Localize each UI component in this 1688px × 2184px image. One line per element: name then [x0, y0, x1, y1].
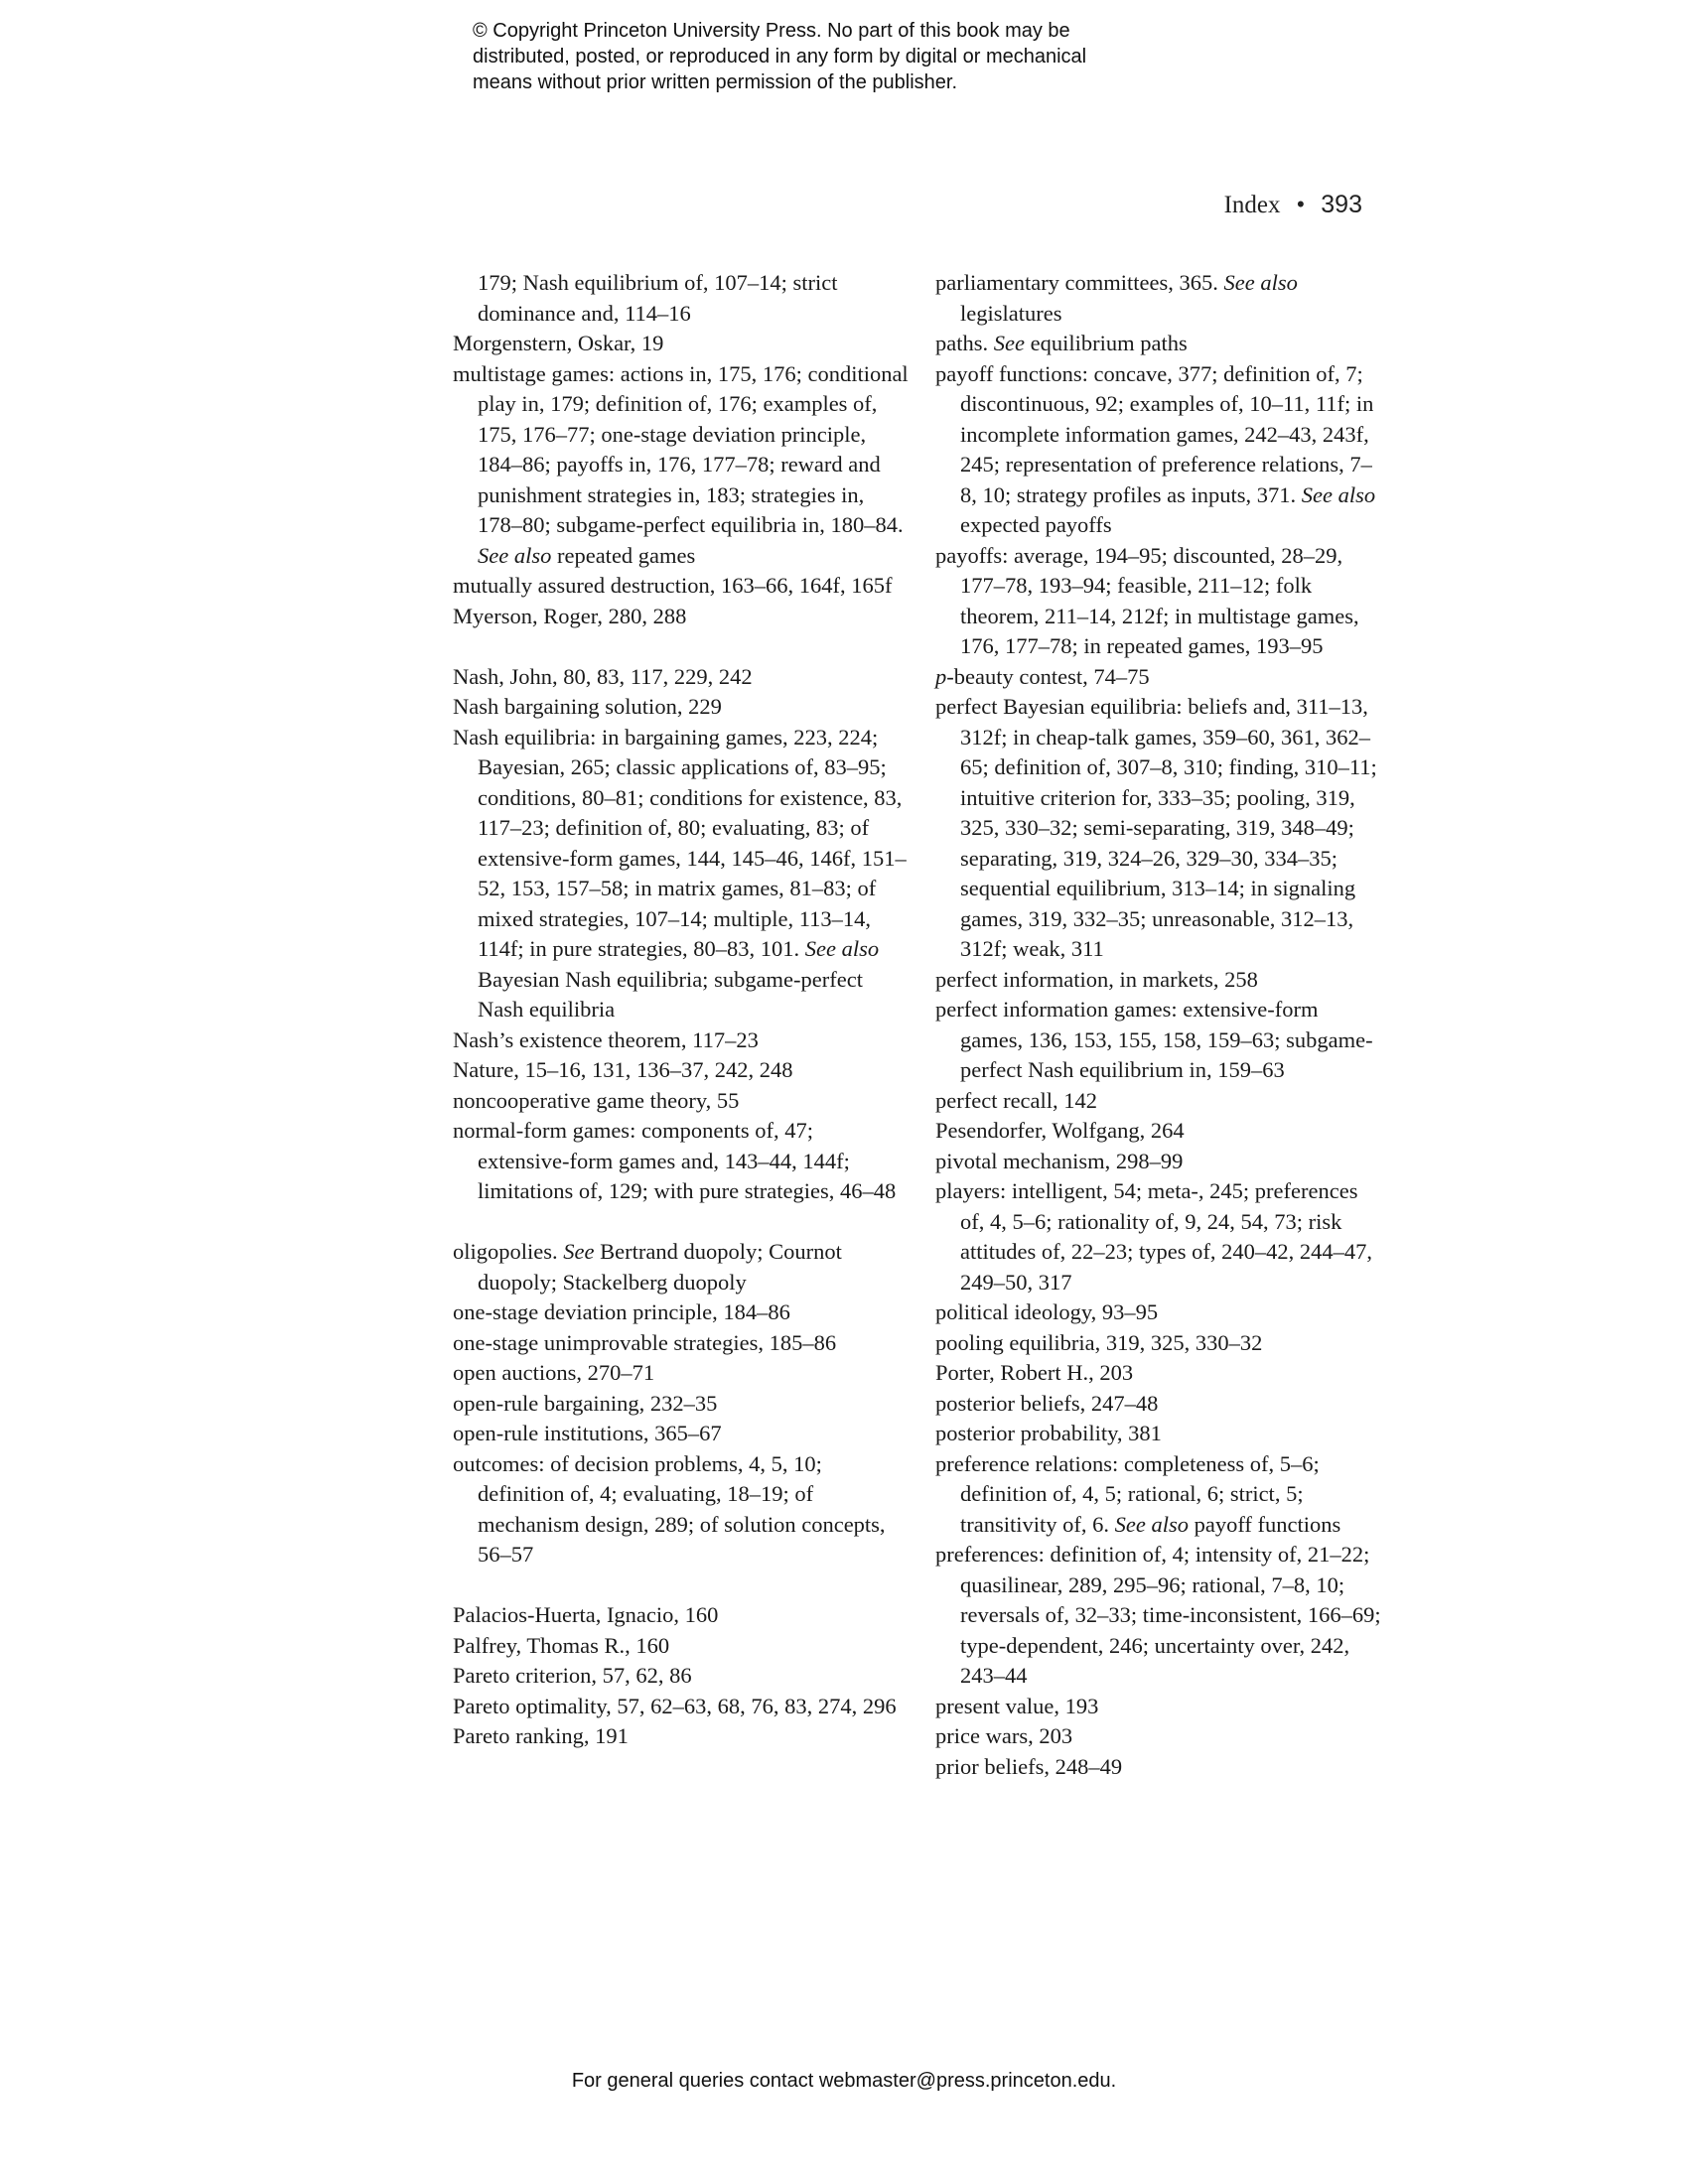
- index-entry: parliamentary committees, 365. See also legislatures: [935, 270, 1298, 326]
- index-entry-continuation: 179; Nash equilibrium of, 107–14; strict dominance and, 114–16: [478, 270, 838, 326]
- bullet-separator: •: [1296, 192, 1306, 218]
- running-head: [1224, 191, 1362, 219]
- index-entry: Nash, John, 80, 83, 117, 229, 242: [453, 663, 753, 689]
- index-entry: Pesendorfer, Wolfgang, 264: [935, 1118, 1185, 1143]
- index-entry: one-stage unimprovable strategies, 185–86: [453, 1329, 837, 1355]
- index-entry: noncooperative game theory, 55: [453, 1087, 740, 1113]
- index-entry: price wars, 203: [935, 1723, 1073, 1748]
- index-entry: Palacios-Huerta, Ignacio, 160: [453, 1602, 719, 1627]
- index-entry: normal-form games: components of, 47; extensive-form games and, 143–44, 144f; limitations of, 129; with pure strategies, 46–48: [453, 1118, 897, 1203]
- index-entry: preference relations: completeness of, 5–6; definition of, 4, 5; rational, 6; strict, 5; transitivity of, 6. See also payoff functions: [935, 1450, 1341, 1537]
- copyright-notice: [473, 18, 1188, 95]
- letter-group-gap: [453, 1570, 910, 1601]
- index-entry: Palfrey, Thomas R., 160: [453, 1632, 670, 1658]
- index-entry: payoff functions: concave, 377; definition of, 7; discontinuous, 92; examples of, 10–11, 11f; in incomplete information games, 242–43, 243f, 245; representation of preference relations, 7–8, 10; strategy profiles as inputs, 371. See also expected payoffs: [935, 360, 1376, 537]
- index-entry: posterior probability, 381: [935, 1421, 1162, 1445]
- index-column-left: [453, 268, 910, 1752]
- index-entry: Pareto criterion, 57, 62, 86: [453, 1663, 692, 1688]
- letter-group-gap: [453, 1207, 910, 1238]
- index-entry: political ideology, 93–95: [935, 1299, 1159, 1324]
- index-entry: open-rule bargaining, 232–35: [453, 1390, 718, 1416]
- index-entry: preferences: definition of, 4; intensity of, 21–22; quasilinear, 289, 295–96; rational, 7–8, 10; reversals of, 32–33; time-inconsistent, 166–69; type-dependent, 246; uncertainty over, 242, 243–44: [935, 1542, 1381, 1688]
- index-entry: pivotal mechanism, 298–99: [935, 1148, 1184, 1173]
- copyright-line: means without prior written permission of the publisher.: [473, 71, 958, 93]
- index-entry: Myerson, Roger, 280, 288: [453, 603, 687, 628]
- index-entry: Nash’s existence theorem, 117–23: [453, 1026, 759, 1052]
- copyright-line: © Copyright Princeton University Press. No part of this book may be: [473, 20, 1070, 42]
- index-entry: present value, 193: [935, 1693, 1099, 1718]
- index-entry: prior beliefs, 248–49: [935, 1753, 1123, 1779]
- index-entry: Nash equilibria: in bargaining games, 223, 224; Bayesian, 265; classic applications of, 83–95; conditions, 80–81; conditions for existence, 83, 117–23; definition of, 80; evaluating, 83; of extensive-form games, 144, 145–46, 146f, 151–52, 153, 157–58; in matrix games, 81–83; of mixed strategies, 107–14; multiple, 113–14, 114f; in pure strategies, 80–83, 101. See also Bayesian Nash equilibria; subgame-perfect Nash equilibria: [453, 724, 907, 1022]
- index-entry: Pareto ranking, 191: [453, 1723, 629, 1748]
- index-entry: outcomes: of decision problems, 4, 5, 10; definition of, 4; evaluating, 18–19; of mechanism design, 289; of solution concepts, 56–57: [453, 1450, 886, 1567]
- index-entry: Nash bargaining solution, 229: [453, 694, 722, 719]
- footer-text: For general queries contact webmaster@press.princeton.edu.: [571, 2070, 1117, 2092]
- index-entry: paths. See equilibrium paths: [935, 331, 1188, 355]
- section-title: Index: [1223, 192, 1281, 218]
- index-entry: perfect information, in markets, 258: [935, 966, 1258, 992]
- index-entry: p-beauty contest, 74–75: [935, 663, 1150, 689]
- index-entry: perfect recall, 142: [935, 1087, 1098, 1113]
- index-entry: mutually assured destruction, 163–66, 164f, 165f: [453, 573, 893, 598]
- index-entry: open auctions, 270–71: [453, 1360, 655, 1385]
- index-entry: players: intelligent, 54; meta-, 245; preferences of, 4, 5–6; rationality of, 9, 24, 54, 73; risk attitudes of, 22–23; types of, 240–42, 244–47, 249–50, 317: [935, 1178, 1372, 1295]
- index-entry: pooling equilibria, 319, 325, 330–32: [935, 1329, 1263, 1355]
- index-entry: Nature, 15–16, 131, 136–37, 242, 248: [453, 1057, 793, 1082]
- footer: [0, 2070, 1688, 2093]
- index-entry: Porter, Robert H., 203: [935, 1360, 1134, 1385]
- index-entry: open-rule institutions, 365–67: [453, 1421, 722, 1445]
- page-number: 393: [1321, 191, 1362, 218]
- index-entry: perfect information games: extensive-form games, 136, 153, 155, 158, 159–63; subgame-perfect Nash equilibrium in, 159–63: [935, 997, 1373, 1082]
- index-column-right: [935, 268, 1384, 1782]
- index-entry: Pareto optimality, 57, 62–63, 68, 76, 83, 274, 296: [453, 1693, 897, 1718]
- index-entry: posterior beliefs, 247–48: [935, 1390, 1159, 1416]
- index-entry: multistage games: actions in, 175, 176; conditional play in, 179; definition of, 176; examples of, 175, 176–77; one-stage deviation principle, 184–86; payoffs in, 176, 177–78; reward and punishment strategies in, 183; strategies in, 178–80; subgame-perfect equilibria in, 180–84. See also repeated games: [453, 360, 909, 568]
- index-entry: payoffs: average, 194–95; discounted, 28–29, 177–78, 193–94; feasible, 211–12; folk theorem, 211–14, 212f; in multistage games, 176, 177–78; in repeated games, 193–95: [935, 542, 1359, 658]
- letter-group-gap: [453, 631, 910, 662]
- index-entry: Morgenstern, Oskar, 19: [453, 331, 664, 355]
- copyright-line: distributed, posted, or reproduced in any form by digital or mechanical: [473, 46, 1087, 68]
- index-entry: perfect Bayesian equilibria: beliefs and, 311–13, 312f; in cheap-talk games, 359–60, 361, 362–65; definition of, 307–8, 310; finding, 310–11; intuitive criterion for, 333–35; pooling, 319, 325, 330–32; semi-separating, 319, 348–49; separating, 319, 324–26, 329–30, 334–35; sequential equilibrium, 313–14; in signaling games, 319, 332–35; unreasonable, 312–13, 312f; weak, 311: [935, 694, 1377, 961]
- index-entry: one-stage deviation principle, 184–86: [453, 1299, 790, 1324]
- index-entry: oligopolies. See Bertrand duopoly; Cournot duopoly; Stackelberg duopoly: [453, 1239, 842, 1295]
